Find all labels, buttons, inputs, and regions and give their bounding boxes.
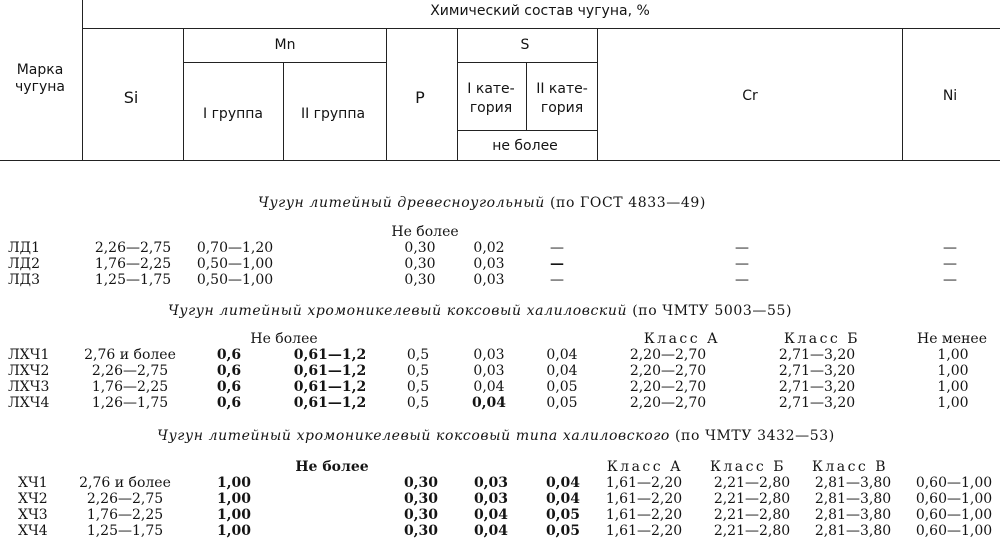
cr-class-b-cell: 2,71—3,20 — [778, 379, 856, 395]
si-cell: 1,76—2,25 — [94, 256, 172, 272]
cr-class-a-cell: 1,61—2,20 — [605, 491, 683, 507]
ni-cell: 1,00 — [937, 347, 969, 363]
p-cell: 0,30 — [404, 256, 436, 272]
mn-group1-cell: 0,6 — [216, 363, 242, 379]
ni-cell: 1,00 — [937, 379, 969, 395]
p-cell: 0,30 — [403, 523, 439, 539]
cr-header: Cr — [742, 88, 758, 104]
si-cell: 2,26—2,75 — [86, 491, 164, 507]
mn-cell: 0,50—1,00 — [196, 256, 274, 272]
s-header: S — [520, 37, 530, 53]
si-cell: 1,26—1,75 — [91, 395, 169, 411]
table-row — [0, 256, 1000, 272]
mn-group2-cell: 0,61—1,2 — [293, 363, 367, 379]
grade-cell: ЛД2 — [8, 256, 40, 272]
s-cat1-cell: 0,04 — [473, 523, 509, 539]
section-title: Чугун литейный древесноугольный (по ГОСТ 4833—49) — [258, 195, 706, 211]
cr-class-a-cell: 2,20—2,70 — [629, 363, 707, 379]
section-title: Чугун литейный хромоникелевый коксовый типа халиловского (по ЧМТУ 3432—53) — [157, 428, 835, 444]
mn-cell: 1,00 — [216, 507, 252, 523]
cr-cell: — — [735, 272, 749, 288]
table-row — [0, 363, 1000, 379]
header-bottom-rule — [0, 160, 1000, 161]
cr-class-v-cell: 2,81—3,80 — [814, 507, 892, 523]
s-category2-header: II кате- гория — [536, 81, 588, 116]
cr-class-v-cell: 2,81—3,80 — [814, 523, 892, 539]
not-more-label: Не более — [295, 459, 369, 475]
si-cell: 1,25—1,75 — [94, 272, 172, 288]
s-cat2-cell: 0,05 — [546, 379, 578, 395]
mn-cell: 1,00 — [216, 475, 252, 491]
table-row — [0, 475, 1000, 491]
dash-cell: — — [550, 240, 564, 256]
grade-cell: ЛД3 — [8, 272, 40, 288]
class-b-label: Класс Б — [710, 459, 786, 475]
cr-class-b-cell: 2,21—2,80 — [713, 523, 791, 539]
grade-cell: ЛХЧ1 — [8, 347, 50, 363]
col-divider — [283, 62, 284, 160]
s-cat1-cell: 0,03 — [473, 347, 505, 363]
mn-header: Mn — [274, 37, 296, 53]
s-cat1-cell: 0,04 — [473, 379, 505, 395]
section-title: Чугун литейный хромоникелевый коксовый халиловский (по ЧМТУ 5003—55) — [167, 303, 793, 319]
col-divider — [526, 62, 527, 130]
not-more-label: Не более — [250, 331, 318, 347]
table-row — [0, 379, 1000, 395]
s-cat2-cell: 0,05 — [545, 507, 581, 523]
p-cell: 0,5 — [406, 395, 430, 411]
grade-cell: ЛХЧ4 — [8, 395, 50, 411]
mn-group1-cell: 0,6 — [216, 395, 242, 411]
cr-class-v-cell: 2,81—3,80 — [814, 491, 892, 507]
mn-group1-cell: 0,6 — [216, 347, 242, 363]
p-cell: 0,30 — [403, 491, 439, 507]
mn-group1-header: I группа — [203, 106, 263, 122]
si-cell: 2,76 и более — [84, 347, 176, 363]
si-cell: 1,76—2,25 — [86, 507, 164, 523]
table-row — [0, 272, 1000, 288]
grade-cell: ХЧ1 — [18, 475, 48, 491]
table-row — [0, 523, 1000, 539]
class-v-label: Класс В — [812, 459, 888, 475]
mn-cell: 1,00 — [216, 523, 252, 539]
table-row — [0, 395, 1000, 411]
si-cell: 1,76—2,25 — [91, 379, 169, 395]
table-row — [0, 240, 1000, 256]
not-more-label: Не более — [391, 224, 459, 240]
class-a-label: Класс А — [643, 331, 721, 347]
s-cell: 0,03 — [473, 256, 505, 272]
not-less-label: Не менее — [916, 331, 988, 347]
s-cat2-cell: 0,04 — [545, 491, 581, 507]
si-cell: 2,26—2,75 — [91, 363, 169, 379]
cr-class-b-cell: 2,21—2,80 — [713, 475, 791, 491]
s-cat2-cell: 0,05 — [545, 523, 581, 539]
ni-cell: 0,60—1,00 — [915, 507, 993, 523]
mn-cell: 0,70—1,20 — [196, 240, 274, 256]
ni-cell: 1,00 — [937, 395, 969, 411]
table-row — [0, 491, 1000, 507]
cr-class-a-cell: 1,61—2,20 — [605, 475, 683, 491]
p-cell: 0,5 — [406, 347, 430, 363]
mn-rule — [183, 62, 386, 63]
col-divider — [902, 28, 903, 160]
brand-column-header: Марка чугуна — [15, 62, 65, 95]
cr-class-a-cell: 2,20—2,70 — [629, 347, 707, 363]
cr-class-a-cell: 2,20—2,70 — [629, 395, 707, 411]
ni-cell: 1,00 — [937, 363, 969, 379]
si-cell: 2,76 и более — [79, 475, 171, 491]
col-divider — [183, 28, 184, 160]
mn-group2-cell: 0,61—1,2 — [293, 379, 367, 395]
s-cat1-cell: 0,03 — [473, 363, 505, 379]
cr-class-b-cell: 2,71—3,20 — [778, 363, 856, 379]
class-a-label: Класс А — [606, 459, 684, 475]
col-divider — [597, 28, 598, 160]
class-b-label: Класс Б — [784, 331, 860, 347]
s-cat2-cell: 0,05 — [546, 395, 578, 411]
s-not-more-label: не более — [492, 138, 558, 154]
col-divider — [386, 28, 387, 160]
ni-cell: — — [943, 272, 957, 288]
grade-cell: ХЧ4 — [18, 523, 48, 539]
col-divider — [457, 28, 458, 160]
cr-class-a-cell: 1,61—2,20 — [605, 523, 683, 539]
dash-cell: — — [550, 256, 564, 272]
s-sub-rule — [457, 130, 597, 131]
mn-group2-header: II группа — [300, 106, 366, 122]
s-rule — [457, 62, 597, 63]
ni-cell: 0,60—1,00 — [915, 523, 993, 539]
grade-cell: ХЧ3 — [18, 507, 48, 523]
cr-cell: — — [735, 240, 749, 256]
s-cat2-cell: 0,04 — [546, 347, 578, 363]
si-cell: 1,25—1,75 — [86, 523, 164, 539]
s-cell: 0,03 — [473, 272, 505, 288]
ni-cell: 0,60—1,00 — [915, 491, 993, 507]
mn-group2-cell: 0,61—1,2 — [293, 395, 367, 411]
table-row — [0, 347, 1000, 363]
grade-cell: ХЧ2 — [18, 491, 48, 507]
s-cat1-cell: 0,04 — [471, 395, 507, 411]
p-cell: 0,30 — [403, 475, 439, 491]
cr-class-a-cell: 1,61—2,20 — [605, 507, 683, 523]
si-cell: 2,26—2,75 — [94, 240, 172, 256]
cr-class-b-cell: 2,21—2,80 — [713, 507, 791, 523]
header-rule — [82, 28, 1000, 29]
cr-class-b-cell: 2,21—2,80 — [713, 491, 791, 507]
col-divider — [82, 0, 83, 160]
ni-cell: 0,60—1,00 — [915, 475, 993, 491]
cr-class-b-cell: 2,71—3,20 — [778, 395, 856, 411]
dash-cell: — — [550, 272, 564, 288]
cr-class-b-cell: 2,71—3,20 — [778, 347, 856, 363]
s-cat1-cell: 0,03 — [473, 491, 509, 507]
p-cell: 0,30 — [403, 507, 439, 523]
p-cell: 0,30 — [404, 240, 436, 256]
ni-header: Ni — [942, 88, 958, 104]
s-cat2-cell: 0,04 — [545, 475, 581, 491]
mn-group1-cell: 0,6 — [216, 379, 242, 395]
main-title: Химический состав чугуна, % — [430, 3, 650, 19]
grade-cell: ЛД1 — [8, 240, 40, 256]
si-header: Si — [123, 88, 139, 107]
p-header: P — [415, 88, 425, 107]
cr-class-v-cell: 2,81—3,80 — [814, 475, 892, 491]
mn-cell: 0,50—1,00 — [196, 272, 274, 288]
s-cat1-cell: 0,03 — [473, 475, 509, 491]
mn-group2-cell: 0,61—1,2 — [293, 347, 367, 363]
s-cat2-cell: 0,04 — [546, 363, 578, 379]
cr-class-a-cell: 2,20—2,70 — [629, 379, 707, 395]
s-cell: 0,02 — [473, 240, 505, 256]
p-cell: 0,30 — [404, 272, 436, 288]
p-cell: 0,5 — [406, 379, 430, 395]
grade-cell: ЛХЧ2 — [8, 363, 50, 379]
s-category1-header: I кате- гория — [467, 81, 515, 116]
mn-cell: 1,00 — [216, 491, 252, 507]
p-cell: 0,5 — [406, 363, 430, 379]
cr-cell: — — [735, 256, 749, 272]
s-cat1-cell: 0,04 — [473, 507, 509, 523]
ni-cell: — — [943, 256, 957, 272]
ni-cell: — — [943, 240, 957, 256]
grade-cell: ЛХЧ3 — [8, 379, 50, 395]
table-row — [0, 507, 1000, 523]
